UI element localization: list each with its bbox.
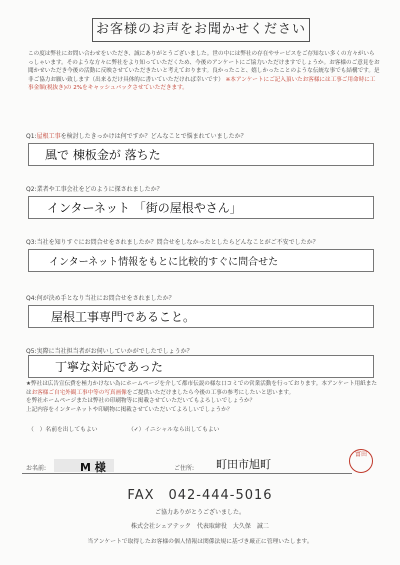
cashback-note: ※本アンケートにご記入頂いたお客様には工事ご用命時に工事金額(税抜き)の 2%をキャッシュバックさせていただきます。 — [28, 76, 376, 92]
question-1 — [26, 131, 247, 140]
question-5-label: Q5: — [26, 348, 37, 355]
question-2-label: Q2: — [26, 186, 37, 193]
name-address-row — [22, 459, 352, 474]
notes-highlight: お客様ご自宅外観工事中等の写真画像 — [31, 389, 127, 396]
consent-option-name[interactable]: （ ）名前を出してもよい — [28, 427, 98, 433]
company-line: 株式会社シェアテック 代表取締役 大久保 誠二 — [131, 523, 269, 530]
answer-2-handwriting: インターネット 「街の屋根やさん」 — [47, 201, 242, 215]
seal-text: 富田 — [354, 451, 367, 458]
fax-number: FAX 042-444-5016 — [127, 488, 273, 503]
answer-box-2[interactable] — [28, 196, 374, 219]
answer-box-3[interactable] — [28, 249, 374, 272]
question-1-highlight: 屋根工事 — [36, 133, 61, 140]
question-5 — [26, 346, 193, 355]
name-field[interactable]: M 様 — [80, 461, 106, 474]
answer-1-handwriting: 風で 棟板金が 落ちた — [45, 148, 161, 162]
answer-box-1[interactable] — [28, 143, 374, 166]
consent-option-initial[interactable]: （✓）イニシャルなら出してもよい — [128, 427, 220, 433]
intro-text — [28, 50, 380, 93]
question-2 — [26, 184, 163, 193]
intro-body: この度は弊社にお問い合わせをいただき、誠にありがとうございました。世の中には弊社の存在やサービスをご存知ない多くの方々がいらっしゃいます。そのような方々に弊社をより知っていただくため、今後のアンケートにご協力いただけますでしょうか。お客様のご意見をお聞かせいただき今後の活動に反映させていただきたいと考えております。良かったこと、嬉しかったことのような伝統な事でも結構です。是非ご協力お願い致します（出来るだけ具体的に書いていただければ幸いです） — [28, 51, 380, 83]
question-3 — [26, 237, 319, 246]
seal-stamp — [349, 449, 373, 473]
notes-line-4: 上記内容をインターネットや印刷物に掲載させていただいてよろしいでしょうか？ — [26, 406, 233, 413]
answer-3-handwriting: インターネット情報をもとに比較的すぐに問合せた — [49, 257, 279, 268]
question-4-label: Q4: — [26, 295, 37, 302]
question-4 — [26, 293, 175, 302]
notes-line-2: をご提供いただけましたら今後の工事の参考にしたいと思います。 — [126, 389, 295, 396]
name-label: お名前: — [26, 465, 47, 472]
notes-line-3: を弊社ホームページまたは弊社の印刷物等に掲載させていただいてもよろしいでしょうか？ — [26, 398, 256, 405]
notes-line-1: ★弊社は広告宣伝費を極力かけない為にホームページを介して都市伝説の様な口コミでの営業活動を行っております。本アンケート用紙または — [26, 381, 377, 396]
answer-box-5[interactable] — [28, 355, 374, 378]
question-1-text: を検討したきっかけは何ですか？どんなことで悩まれていましたか？ — [60, 133, 247, 140]
consent-notes — [26, 380, 380, 414]
page-title: お客様のお声をお聞かせください — [92, 18, 310, 42]
question-1-label: Q1: — [26, 133, 37, 140]
answer-4-handwriting: 屋根工事専門であること。 — [51, 310, 196, 324]
question-3-text: 当社を知りすぐにお問合せをされましたか？問合せをしなかったとしたらどんなことがご不安でしたか？ — [36, 239, 319, 246]
question-4-text: 何が決め手となり当社にお問合せをされましたか？ — [36, 295, 175, 302]
question-2-text: 業者や工事会社をどのように探されましたか？ — [36, 186, 163, 193]
address-label: ご住所: — [174, 465, 195, 472]
question-3-label: Q3: — [26, 239, 37, 246]
privacy-note: 当アンケートで取得したお客様の個人情報は関係法規に基づき厳正に管理いたします。 — [87, 539, 313, 545]
answer-box-4[interactable] — [28, 305, 374, 328]
address-field[interactable]: 町田市旭町 — [216, 458, 271, 471]
answer-5-handwriting: 丁寧な対応であった — [55, 360, 163, 374]
thanks-text: ご協力ありがとうございました。 — [154, 509, 245, 516]
question-5-text: 実際に当社担当者がお伺いしていかがでしたでしょうか？ — [36, 348, 193, 355]
